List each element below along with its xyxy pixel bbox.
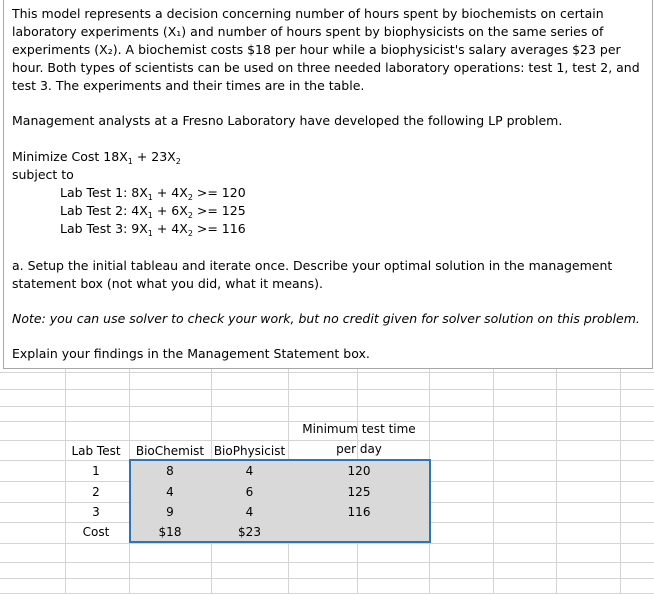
header-biophysicist: BioPhysicist [213,444,286,458]
table-cell-biophysicist: 6 [245,485,254,499]
table-cell-biophysicist: 4 [245,505,254,519]
header-biochemist: BioChemist [135,444,205,458]
question-a: a. Setup the initial tableau and iterate once. Describe your optimal solution in the management statement box (not what you did, what it means). [12,258,613,291]
table-cell-biochemist: 4 [166,485,174,499]
table-cell-test: 2 [92,485,100,499]
table-cell-min-time: 120 [347,464,371,478]
constraint-2: Lab Test 2: $4X_1 + 6X_2 >= 125$ [60,203,246,220]
header-lab-test: Lab Test [71,444,121,458]
table-cell-biophysicist: 4 [245,464,254,478]
table-cell-min-time: 116 [347,505,371,519]
management-paragraph: Management analysts at a Fresno Laboratory have developed the following LP problem. [12,113,563,128]
intro-paragraph: This model represents a decision concerning number of hours spent by biochemists on certain laboratory experiments (X₁) and number of hours spent by biophysicists on the same series of experiments (X₂). A biochemist costs $18 per hour while a biophysicist's salary averages $23 per hour. Both types of scientists can be used on three needed laboratory operations: test 1, test 2, and test 3. The experiments and their times are in the table. [12,6,640,93]
constraint-3: Lab Test 3: $9X_1 + 4X_2 >= 116$ [60,221,246,238]
table-cell-min-time: 125 [347,485,371,499]
table-cell-test: 1 [92,464,100,478]
cost-label: Cost [82,525,110,539]
cost-biochemist: $18 [158,525,182,539]
problem-text-box[interactable] [3,0,653,369]
cost-biophysicist: $23 [238,525,261,539]
solver-note: Note: you can use solver to check your work, but no credit given for solver solution on this problem. [12,311,640,326]
table-cell-biochemist: 9 [166,505,174,519]
header-min-time-line1: Minimum test time [302,422,416,436]
table-cell-test: 3 [92,505,100,519]
constraint-1: Lab Test 1: $8X_1 + 4X_2 >= 120$ [60,185,246,202]
table-cell-biochemist: 8 [166,464,174,478]
subject-to-label: subject to [12,167,74,182]
objective-function: Minimize Cost $18X_1 + 23X_2$ [12,149,181,166]
header-min-time-line2: per day [336,442,382,456]
explain-instruction: Explain your findings in the Management Statement box. [12,346,370,361]
